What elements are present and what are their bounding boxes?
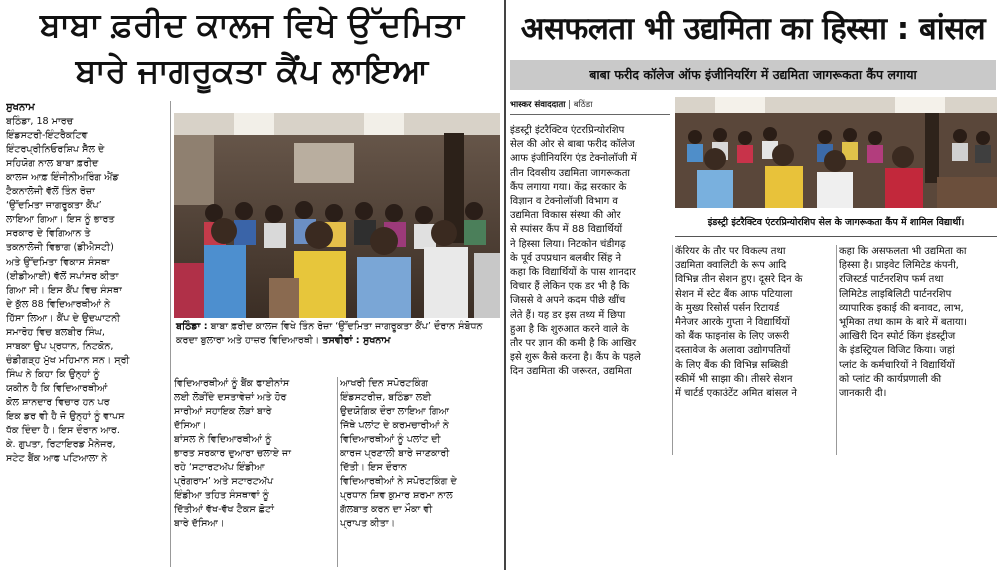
punjabi-column-2-line: ਪ੍ਰੋਗਰਾਮ’ ਅਤੇ ਸਟਾਰਟਅੱਪ [174, 476, 274, 488]
punjabi-caption-credit: ਤਸਵੀਰਾਂ : ਸੁਖਨਾਮ [322, 335, 391, 346]
punjabi-column-3-line: ਗੱਲਬਾਤ ਕਰਨ ਦਾ ਮੌਕਾ ਵੀ [340, 504, 433, 516]
hindi-column-3-line: आखिरी दिन स्पोर्ट किंग इंडस्ट्रीज [839, 331, 956, 343]
hindi-column-2-line: कॅरियर के तौर पर विकल्प तथा [675, 246, 786, 257]
punjabi-column-3-line: ਪ੍ਰਧਾਨ ਸ਼ਿਵ ਕੁਮਾਰ ਸ਼ਰਮਾ ਨਾਲ [340, 490, 453, 502]
hindi-subhead: बाबा फरीद कॉलेज ऑफ इंजीनियरिंग में उद्यमिता जागरूकता कैंप लगाया [589, 67, 917, 82]
punjabi-column-2-line: ਇੰਡੀਆ ਤਹਿਤ ਸੰਸਥਾਵਾਂ ਨੂੰ [174, 490, 269, 502]
punjabi-column-1-line: ਹਿੱਸਾ ਲਿਆ। ਕੈਂਪ ਦੇ ਉਦਘਾਟਨੀ [6, 312, 121, 324]
hindi-headline: असफलता भी उद्यमिता का हिस्सा : बांसल [520, 11, 986, 47]
punjabi-column-1-line: ਦੇ ਕੁੱਲ 88 ਵਿਦਿਆਰਥੀਆਂ ਨੇ [6, 298, 111, 310]
punjabi-caption-dateline: ਬਠਿੰਡਾ : [176, 321, 208, 332]
hindi-column-2-line: के मुख्य रिसोर्स पर्सन रिटायर्ड [675, 302, 780, 314]
hindi-column-1-line: ने हिस्सा लिया। निटकोन चंडीगढ़ [510, 238, 626, 250]
punjabi-column-1-line: (ਈਡੀਆਈ) ਵੱਲੋਂ ਸਪਾਂਸਰ ਕੀਤਾ [6, 270, 119, 282]
hindi-column-1-line: इसे शुरू कैसे करना है। कैंप के पहले [510, 352, 641, 364]
punjabi-column-1-line: ਸਾਬਕਾ ਉਪ ਪ੍ਰਧਾਨ, ਨਿਟਕੋਨ, [6, 340, 114, 352]
hindi-column-2-line: दस्तावेज के अलावा उद्योगपतियों [675, 345, 791, 357]
hindi-column-2-line: मैनेजर आरके गुप्ता ने विद्यार्थियों [675, 317, 790, 329]
hindi-column-3-line: भूमिका तथा काम के बारे में बताया। [839, 317, 968, 329]
punjabi-column-3-line: ਇੰਡਸਟਰੀਜ਼, ਬਠਿੰਡਾ ਲਈ [340, 392, 432, 404]
punjabi-headline-line-1: ਬਾਬਾ ਫ਼ਰੀਦ ਕਾਲਜ ਵਿਖੇ ਉੱਦਮਿਤਾ [40, 5, 464, 44]
hindi-byline-place: बठिंडा [573, 100, 593, 110]
punjabi-column-1-line: ਸਹਿਯੋਗ ਨਾਲ ਬਾਬਾ ਫ਼ਰੀਦ [6, 158, 99, 170]
hindi-column-1-line: तौर पर ज्ञान की कमी है कि आखिर [510, 338, 637, 350]
hindi-column-1-line: दिन उद्यमिता की जरूरत, उद्यमिता [510, 366, 632, 378]
hindi-column-2-line: विभिन्न तीन सेशन हुए। दूसरे दिन के [675, 274, 803, 286]
hindi-column-2-line: सेशन में स्टेट बैंक आफ पटियाला [675, 288, 793, 300]
punjabi-column-3-line: ਜਿੱਥੇ ਪਲਾਂਟ ਦੇ ਕਰਮਚਾਰੀਆਂ ਨੇ [340, 420, 449, 432]
punjabi-column-3-line: ਵਿਦਿਆਰਥੀਆਂ ਨੇ ਸਪੋਰਟਕਿੰਗ ਦੇ [340, 476, 457, 488]
punjabi-column-1-line: ਲਾਇਆ ਗਿਆ। ਇਸ ਨੂੰ ਭਾਰਤ [6, 214, 115, 226]
hindi-column-1-line: आफ इंजीनियरिंग एंड टेक्नोलॉजी में [510, 153, 637, 165]
punjabi-headline [4, 2, 500, 98]
hindi-column-1 [510, 124, 670, 444]
hindi-byline-source: भास्कर संवाददाता [510, 100, 566, 110]
students-photo-illustration [675, 97, 997, 208]
caption-rule [675, 236, 997, 237]
hindi-column-2-line: को बैंक फाइनांस के लिए जरूरी [675, 331, 790, 343]
column-rule [672, 245, 673, 455]
hindi-column-1-line: तीन दिवसीय उद्यमिता जागरूकता [510, 167, 631, 179]
punjabi-column-1-line: ਤਕਨਾਲੋਜੀ ਵਿਭਾਗ (ਡੀਐਸਟੀ) [6, 242, 114, 254]
punjabi-column-1-line: ਸਟੇਟ ਬੈਂਕ ਆਫ ਪਟਿਆਲਾ ਨੇ [6, 453, 108, 465]
hindi-column-1-line: जिससे वे अपने कदम पीछे खींच [510, 295, 626, 307]
punjabi-column-1-line: ਕੇ. ਗੁਪਤਾ, ਰਿਟਾਇਰਡ ਮੈਨੇਜਰ, [6, 439, 116, 451]
punjabi-column-1-line: ਧੱਕ ਦਿੰਦਾ ਹੈ। ਇਸ ਦੌਰਾਨ ਆਰ. [6, 425, 120, 437]
hindi-column-2-line: उद्यमिता क्वालिटी के रूप आदि [675, 260, 787, 272]
hindi-column-3-line: लिमिटेड लाइबिलिटी पार्टनरशिप [839, 288, 952, 300]
hindi-column-1-line: इंडस्ट्री इंटरैक्टिव एंटरप्रिन्योरशिप [510, 125, 625, 136]
hindi-column-1-line: विज्ञान व टेक्नोलॉजी विभाग व [510, 196, 618, 208]
punjabi-column-2-line: ਸਾਰੀਆਂ ਸਹਾਇਕ ਲੋੜਾਂ ਬਾਰੇ [174, 406, 272, 418]
punjabi-column-1-line: ਕੋਲ ਸ਼ਾਨਦਾਰ ਵਿਚਾਰ ਹਨ ਪਰ [6, 396, 110, 408]
hindi-column-3-line: रजिस्टर्ड पार्टनरशिप फर्म तथा [839, 274, 944, 286]
hindi-column-3-line: कहा कि असफलता भी उद्यमिता का [839, 246, 967, 257]
punjabi-column-1 [6, 101, 168, 567]
punjabi-headline-line-2: ਬਾਰੇ ਜਾਗਰੂਕਤਾ ਕੈਂਪ ਲਾਇਆ [75, 51, 429, 90]
audience-photo-illustration [174, 113, 500, 318]
hindi-column-1-line: के पूर्व उपप्रधान बलबीर सिंह ने [510, 252, 622, 264]
punjabi-column-1-line: ਅਤੇ ਉੱਦਮਿਤਾ ਵਿਕਾਸ ਸੰਸਥਾ [6, 256, 110, 268]
hindi-column-3-line: व्यापारिक इकाई की बनावट, लाभ, [839, 302, 964, 314]
hindi-byline: भास्कर संवाददाता | बठिंडा [510, 100, 593, 110]
hindi-column-1-line: हुआ है कि शुरुआत करने वाले के [510, 323, 629, 335]
hindi-column-1-line: कैंप लगाया गया। केंद्र सरकार के [510, 181, 627, 193]
hindi-column-3 [839, 245, 997, 455]
punjabi-column-1-line: ਇੰਟਰਪ੍ਰੀਨਿਓਰਸ਼ਿਪ ਸੈੱਲ ਦੇ [6, 144, 105, 156]
hindi-column-1-line: से स्पांसर कैंप में 88 विद्यार्थियों [510, 224, 623, 236]
hindi-column-3-line: हिस्सा है। प्राइवेट लिमिटेड कंपनी, [839, 260, 959, 272]
punjabi-column-1-line: ‘ਉੱਦਮਿਤਾ ਜਾਗਰੂਕਤਾ ਕੈਂਪ’ [6, 200, 102, 212]
punjabi-column-1-line: ਸਮਾਰੋਹ ਵਿਚ ਬਲਬੀਰ ਸਿੰਘ, [6, 326, 105, 338]
column-rule [337, 377, 338, 567]
hindi-article-photo [675, 97, 997, 208]
punjabi-column-1-line: ਗਿਆ ਸੀ। ਇਸ ਕੈਂਪ ਵਿਚ ਸੰਸਥਾ [6, 284, 122, 296]
punjabi-byline: ਸੁਖਨਾਮ [6, 102, 35, 113]
hindi-column-2-line: स्कीमें भी साझा की। तीसरे सेशन [675, 373, 793, 385]
punjabi-column-1-line: ਯਕੀਨ ਹੈ ਕਿ ਵਿਦਿਆਰਥੀਆਂ [6, 382, 108, 394]
article-divider [504, 0, 506, 570]
punjabi-column-2-line: ਬਾਂਸਲ ਨੇ ਵਿਦਿਆਰਥੀਆਂ ਨੂੰ [174, 434, 272, 446]
punjabi-column-3-line: ਵਿਦਿਆਰਥੀਆਂ ਨੂੰ ਪਲਾਂਟ ਦੀ [340, 434, 441, 446]
punjabi-column-1-line: ਬਠਿੰਡਾ, 18 ਮਾਰਚ [6, 116, 74, 128]
byline-rule [510, 114, 670, 115]
hindi-column-3-line: जानकारी दी। [839, 388, 887, 400]
punjabi-column-1-line: ਟੈਕਨਾਲੋਜੀ ਵੱਲੋਂ ਤਿੰਨ ਰੋਜ਼ਾ [6, 186, 95, 198]
punjabi-article-photo [174, 113, 500, 318]
punjabi-column-2-line: ਬਾਰੇ ਦੱਸਿਆ। [174, 518, 225, 530]
hindi-column-3-line: प्लांट के कर्मचारियों ने विद्यार्थियों [839, 359, 955, 371]
punjabi-column-3-line: ਆਖਰੀ ਦਿਨ ਸਪੋਰਟਕਿੰਗ [340, 378, 428, 389]
punjabi-column-3-line: ਕਾਰਜ ਪ੍ਰਣਾਲੀ ਬਾਰੇ ਜਾਣਕਾਰੀ [340, 448, 450, 460]
punjabi-photo-caption [176, 320, 500, 368]
hindi-column-1-line: कहा कि विद्यार्थियों के पास शानदार [510, 267, 636, 279]
hindi-column-3-line: के इंडस्ट्रियल विजिट किया। जहां [839, 345, 955, 357]
punjabi-column-2-line: ਦੱਸਿਆ। [174, 420, 207, 432]
punjabi-column-2-line: ਰਹੇ ‘ਸਟਾਰਟਅੱਪ ਇੰਡੀਆ [174, 462, 265, 474]
hindi-column-2-line: में चार्टर्ड एकाउंटेंट अमित बांसल ने [675, 388, 797, 400]
punjabi-column-2-line: ਭਾਰਤ ਸਰਕਾਰ ਦੁਆਰਾ ਚਲਾਏ ਜਾ [174, 448, 292, 460]
hindi-column-2 [675, 245, 835, 455]
punjabi-column-3-line: ਪ੍ਰਾਪਤ ਕੀਤਾ। [340, 518, 396, 530]
column-rule [170, 101, 171, 567]
punjabi-column-1-line: ਇੰਡਸਟਰੀ-ਇੰਟਰੈਕਟਿਵ [6, 130, 88, 142]
hindi-column-3-line: को प्लांट की कार्यप्रणाली की [839, 373, 942, 385]
column-rule [836, 245, 837, 455]
hindi-column-1-line: लेते हैं। यह डर इस तथ्य में छिपा [510, 309, 626, 321]
punjabi-column-1-line: ਸਰਕਾਰ ਦੇ ਵਿਗਿਆਨ ਤੇ [6, 228, 91, 240]
hindi-column-1-line: सेल की ओर से बाबा फरीद कॉलेज [510, 139, 635, 151]
hindi-photo-caption: इंडस्ट्री इंटरैक्टिव एंटरप्रिन्योरशिप सेल के जागरूकता कैंप में शामिल विद्यार्थी। [707, 217, 965, 228]
hindi-column-1-line: विचार हैं लेकिन एक डर भी है कि [510, 281, 630, 293]
punjabi-column-3-line: ਦਿੱਤੀ। ਇਸ ਦੌਰਾਨ [340, 462, 407, 474]
hindi-column-2-line: के लिए बैंक की विभिन्न सब्सिडी [675, 359, 789, 371]
punjabi-column-2 [174, 377, 334, 567]
punjabi-column-1-line: ਇਕ ਡਰ ਵੀ ਹੈ ਜੋ ਉਨ੍ਹਾਂ ਨੂੰ ਵਾਪਸ [6, 411, 125, 423]
punjabi-column-3-line: ਉਦਯੋਗਿਕ ਦੌਰਾ ਲਾਇਆ ਗਿਆ [340, 406, 450, 418]
punjabi-column-1-line: ਚੰਡੀਗੜ੍ਹ ਮੁੱਖ ਮਹਿਮਾਨ ਸਨ। ਸ੍ਰੀ [6, 354, 130, 366]
punjabi-column-1-line: ਸਿੰਘ ਨੇ ਕਿਹਾ ਕਿ ਉਨ੍ਹਾਂ ਨੂੰ [6, 368, 100, 380]
punjabi-column-1-line: ਕਾਲਜ ਆਫ਼ ਇੰਜੀਨੀਅਰਿੰਗ ਐਂਡ [6, 172, 119, 184]
punjabi-column-2-line: ਵਿਦਿਆਰਥੀਆਂ ਨੂੰ ਬੈਂਕ ਫਾਈਨਾਂਸ [174, 378, 290, 389]
punjabi-caption-text: ਬਾਬਾ ਫ਼ਰੀਦ ਕਾਲਜ ਵਿਖੇ ਤਿੰਨ ਰੋਜ਼ਾ ‘ਉੱਦਮਿਤਾ ਜਾਗਰੂਕਤਾ ਕੈਂਪ’ ਦੌਰਾਨ ਸੰਬੋਧਨ ਕਰਦਾ ਬੁਲਾਰਾ ਅਤੇ ਹਾਜ਼ਰ ਵਿਦਿਆਰਥੀ। [176, 321, 483, 346]
punjabi-column-2-line: ਲਈ ਲੋੜੀਂਦੇ ਦਸਤਾਵੇਜ਼ਾਂ ਅਤੇ ਹੋਰ [174, 392, 287, 404]
punjabi-column-2-line: ਦਿੱਤੀਆਂ ਵੱਖ-ਵੱਖ ਟੈਕਸ ਛੋਟਾਂ [174, 504, 274, 516]
hindi-column-1-line: उद्यमिता विकास संस्था की ओर [510, 210, 621, 222]
punjabi-column-3 [340, 377, 500, 567]
